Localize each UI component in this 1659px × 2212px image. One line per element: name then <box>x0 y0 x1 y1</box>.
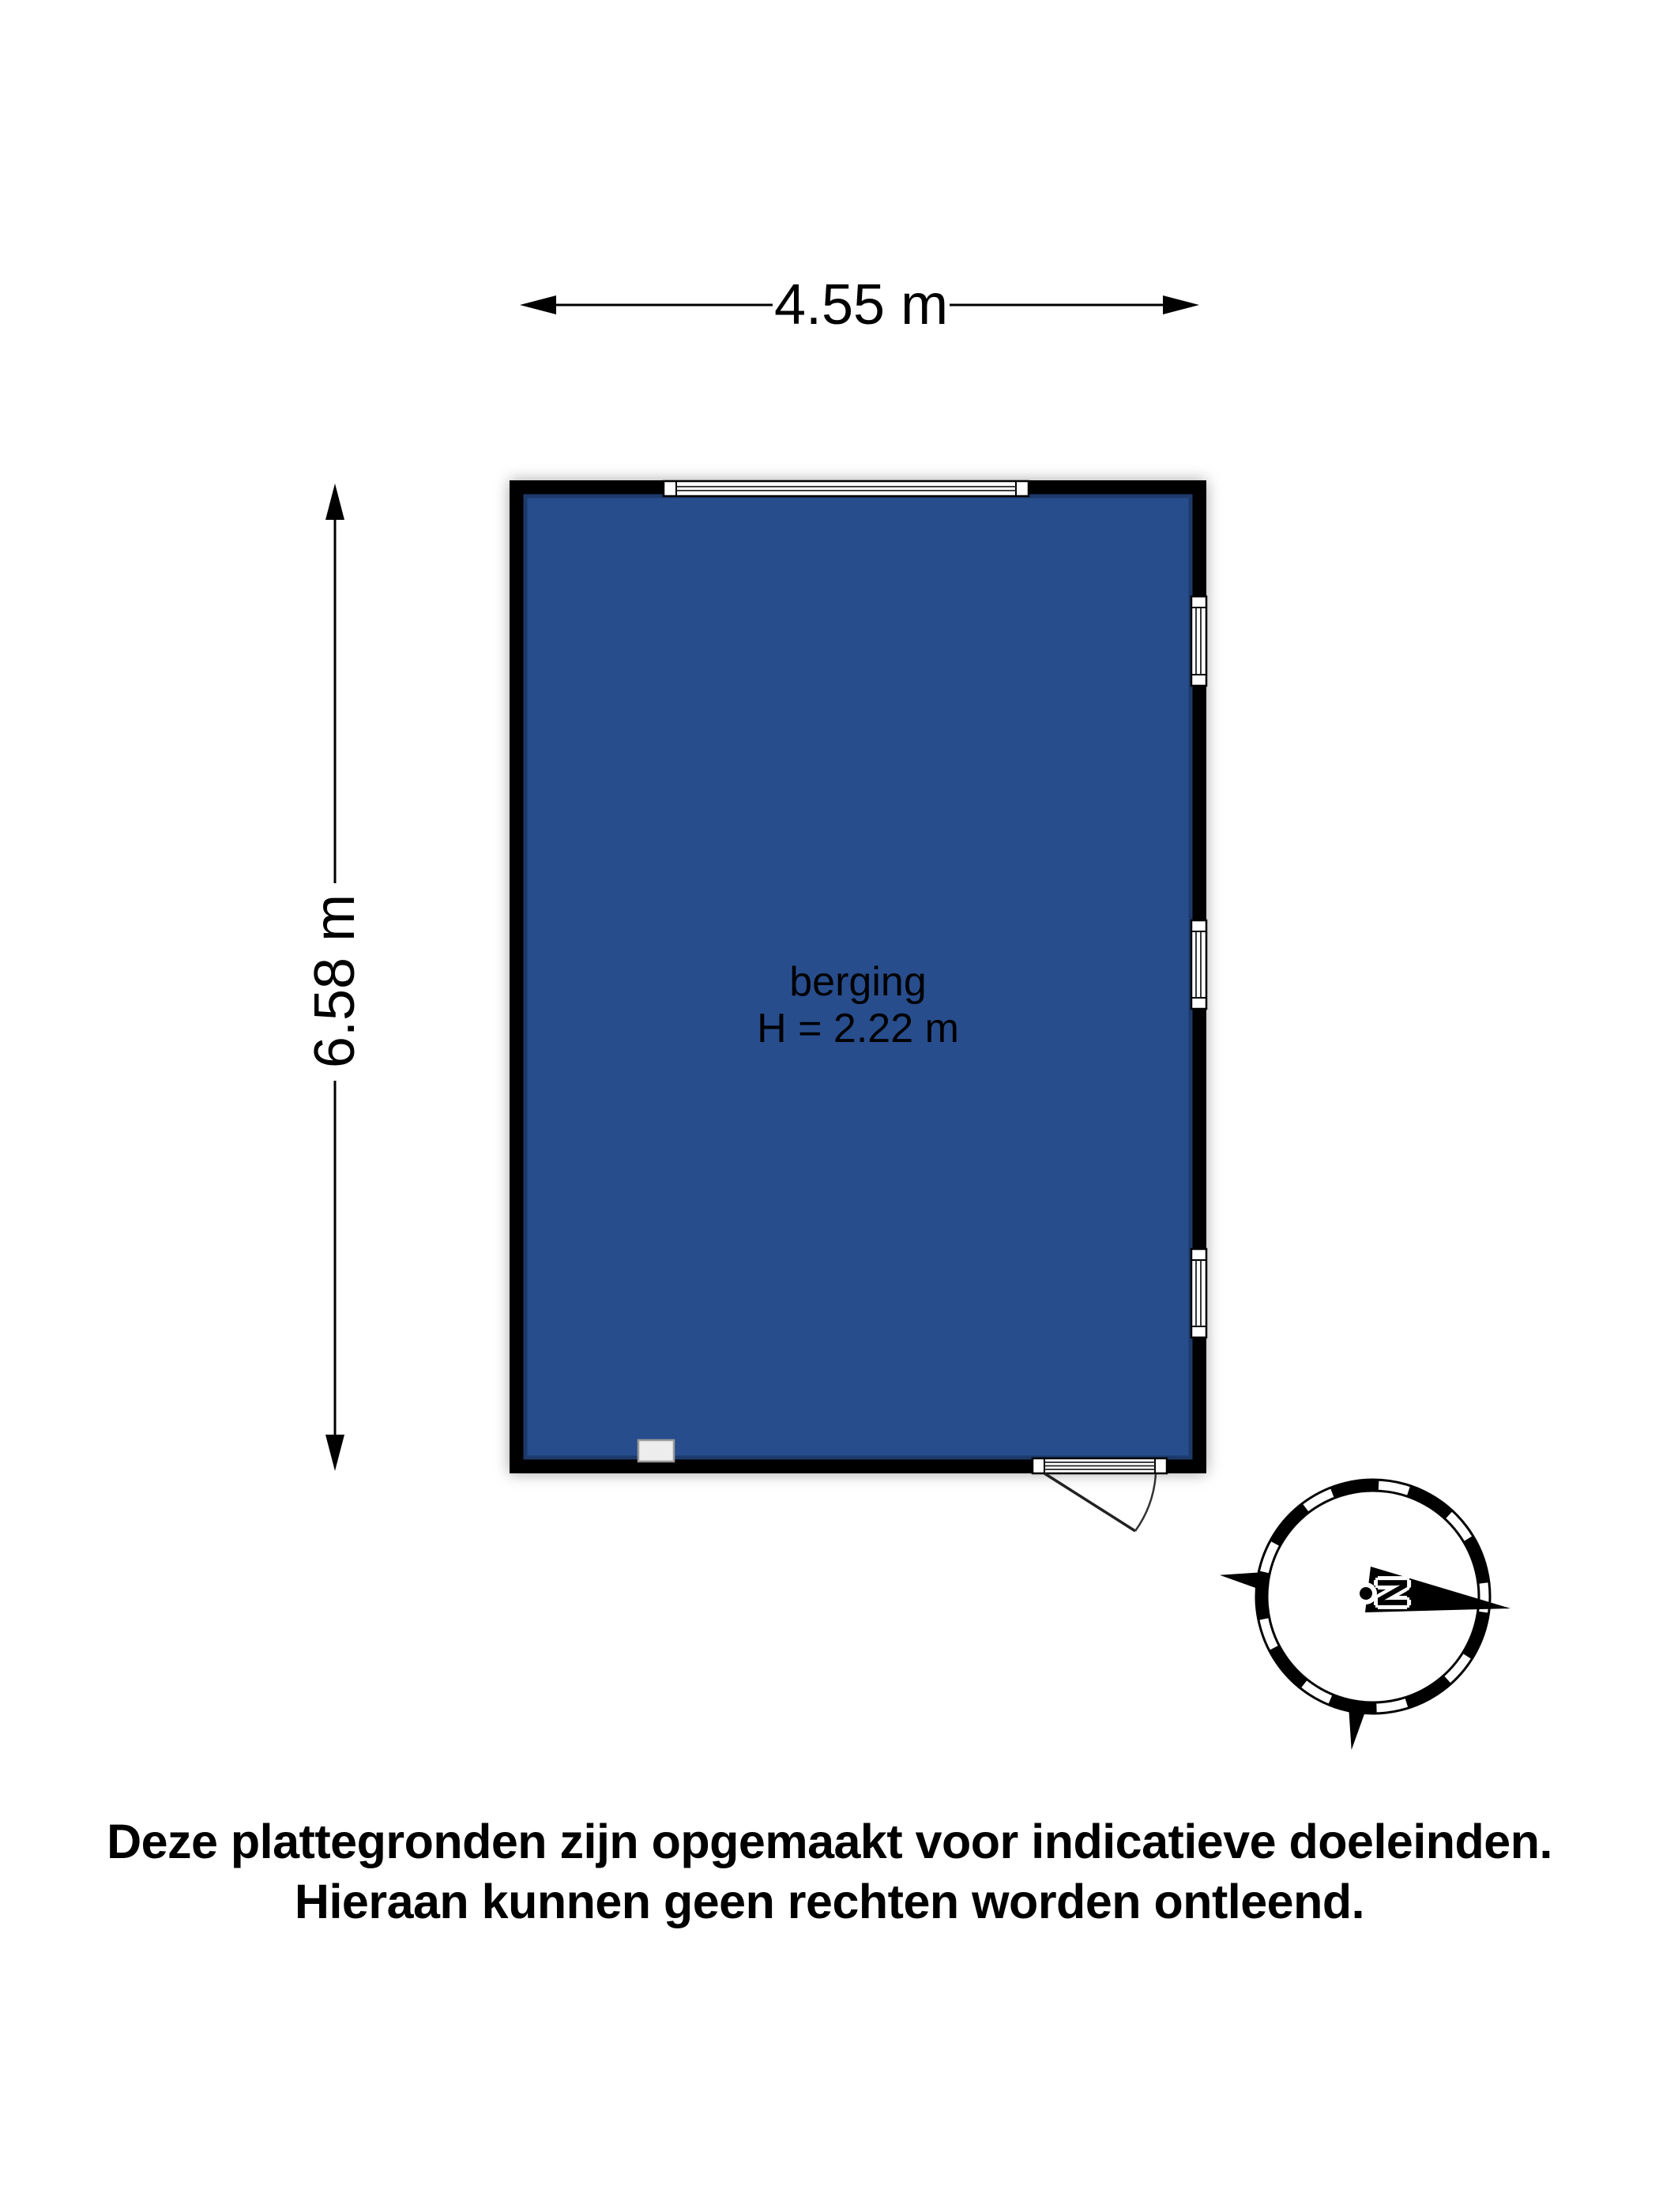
wall-fixture-box <box>638 1440 674 1462</box>
window-top <box>664 481 1029 496</box>
arrowhead-right <box>1163 295 1199 314</box>
width-dimension-label: 4.55 m <box>773 273 949 337</box>
disclaimer-line-1: Deze plattegronden zijn opgemaakt voor indicatieve doeleinden. <box>107 1815 1552 1868</box>
arrowhead-bottom <box>325 1435 344 1471</box>
room-ceiling-height-label: H = 2.22 m <box>757 1006 959 1051</box>
door-swing-arc <box>1135 1474 1156 1531</box>
compass-tick-west <box>1219 1567 1258 1588</box>
disclaimer-text <box>0 1811 1659 1932</box>
window-right-1 <box>1191 596 1206 686</box>
window-right-3 <box>1191 1249 1206 1337</box>
door <box>1033 1458 1167 1531</box>
door-leaf <box>1044 1473 1135 1531</box>
compass-tick-south <box>1344 1711 1364 1751</box>
disclaimer-line-2: Hieraan kunnen geen rechten worden ontleend. <box>294 1875 1365 1928</box>
arrowhead-left <box>520 295 556 314</box>
compass-north-label: N <box>1368 1577 1416 1608</box>
arrowhead-top <box>325 483 344 520</box>
height-dimension-label: 6.58 m <box>303 893 367 1069</box>
compass-rose <box>1198 1459 1510 1766</box>
room-name-label: berging <box>789 959 927 1005</box>
window-right-2 <box>1191 920 1206 1009</box>
